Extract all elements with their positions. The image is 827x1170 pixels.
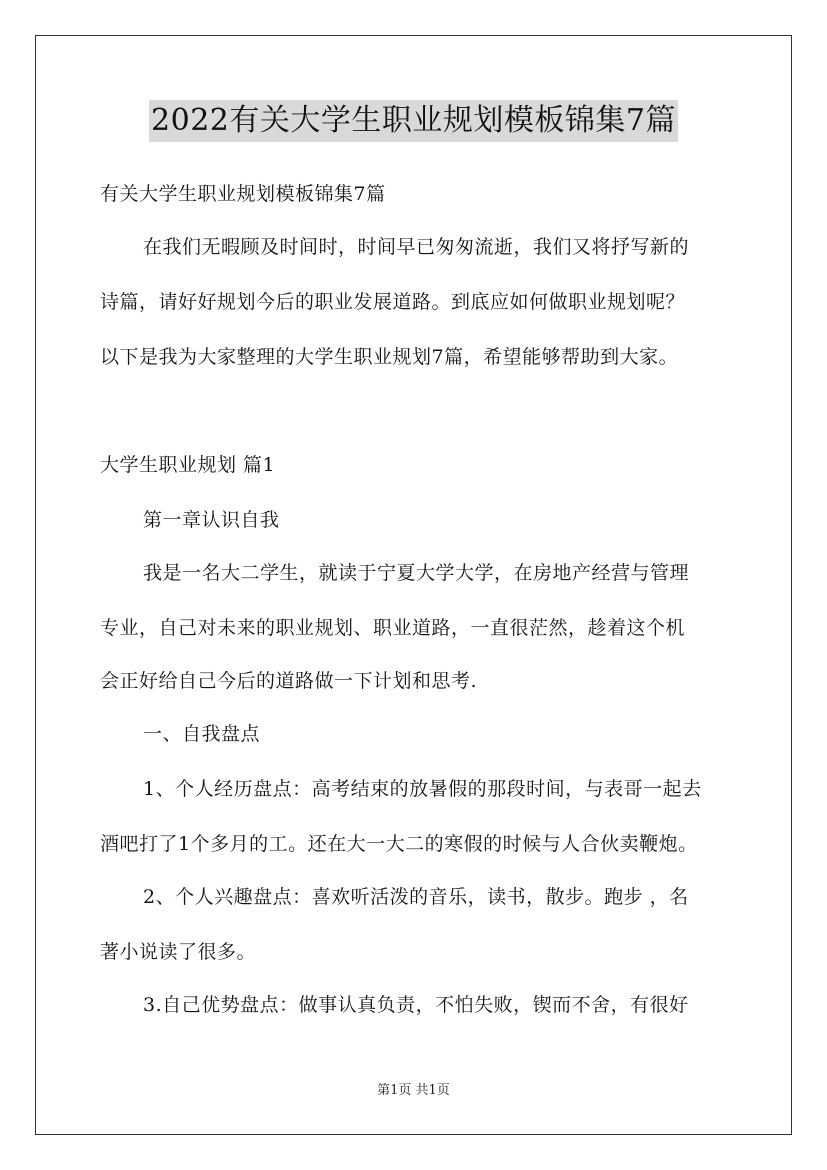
- intro-line-1: 在我们无暇顾及时间时，时间早已匆匆流逝，我们又将抒写新的: [143, 236, 690, 258]
- document-title: 2022有关大学生职业规划模板锦集7篇: [149, 100, 678, 142]
- document-subtitle: 有关大学生职业规划模板锦集7篇: [100, 183, 386, 205]
- intro-line-2: 诗篇，请好好规划今后的职业发展道路。到底应如何做职业规划呢？: [100, 291, 686, 313]
- item1-line-1: 1、个人经历盘点：高考结束的放暑假的那段时间，与表哥一起去: [143, 778, 702, 800]
- body-p1-line-1: 我是一名大二学生，就读于宁夏大学大学，在房地产经营与管理: [143, 562, 690, 584]
- item2-line-1: 2、个人兴趣盘点：喜欢听活泼的音乐，读书，散步。跑步 ，名: [143, 886, 689, 908]
- page-number: 第1页 共1页: [377, 1083, 450, 1098]
- item3-line-1: 3.自己优势盘点：做事认真负责，不怕失败，锲而不舍，有很好: [143, 994, 689, 1016]
- intro-line-3: 以下是我为大家整理的大学生职业规划7篇，希望能够帮助到大家。: [100, 346, 679, 368]
- body-p1-line-2: 专业，自己对未来的职业规划、职业道路，一直很茫然，趁着这个机: [100, 617, 686, 639]
- item2-line-2: 著小说读了很多。: [100, 941, 257, 963]
- sub-heading: 一、自我盘点: [143, 723, 261, 745]
- section-heading: 大学生职业规划 篇1: [100, 454, 276, 476]
- chapter-heading: 第一章认识自我: [143, 509, 280, 531]
- body-p1-line-3: 会正好给自己今后的道路做一下计划和思考.: [100, 670, 478, 692]
- title-container: [0, 100, 827, 142]
- item1-line-2: 酒吧打了1个多月的工。还在大一大二的寒假的时候与人合伙卖鞭炮。: [100, 833, 698, 855]
